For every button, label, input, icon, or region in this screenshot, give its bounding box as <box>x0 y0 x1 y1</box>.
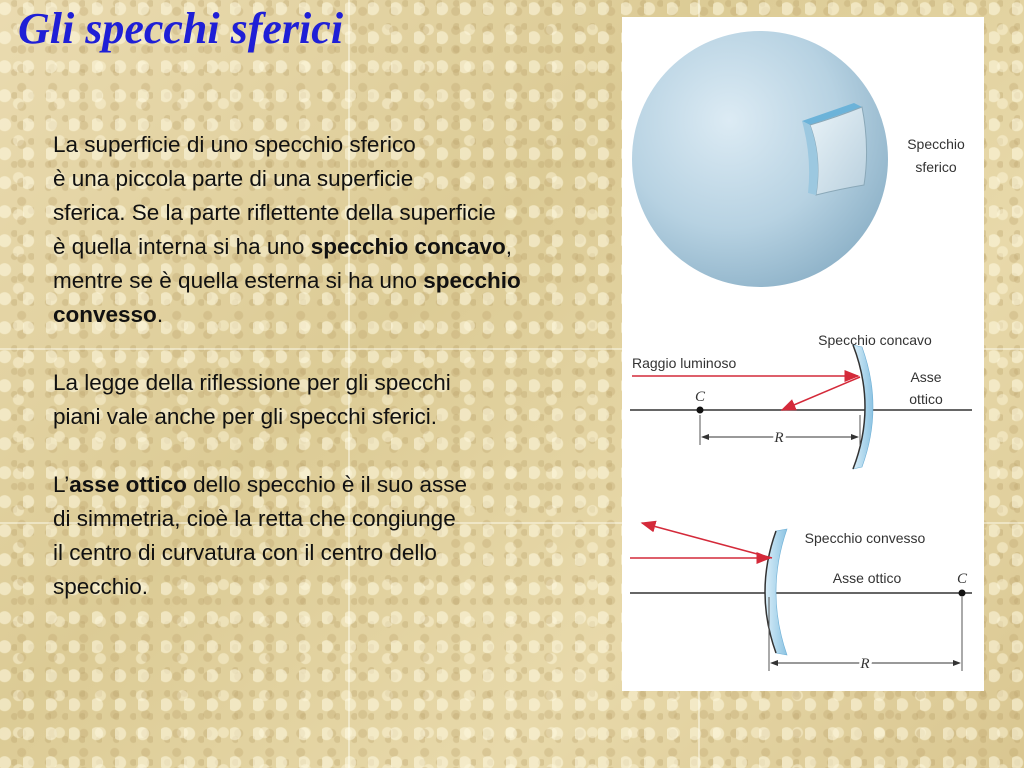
text-line: piani vale anche per gli specchi sferici. <box>53 404 437 429</box>
text-line: sferica. Se la parte riflettente della superficie <box>53 200 496 225</box>
ray-label: Raggio luminoso <box>632 355 737 371</box>
concave-mirror-title: Specchio concavo <box>818 332 932 348</box>
paragraph-mirror-definition <box>53 128 653 332</box>
term-optical-axis: asse ottico <box>69 472 187 497</box>
center-label-concave: C <box>694 389 706 405</box>
punctuation: , <box>505 234 513 259</box>
reflected-ray <box>782 377 860 410</box>
slide-body <box>53 128 653 638</box>
text-line: è una piccola parte di una superficie <box>53 166 414 191</box>
text-line: mentre se è quella esterna si ha uno <box>53 268 424 293</box>
radius-label-convex: R <box>860 656 870 672</box>
center-of-curvature-point <box>697 407 704 414</box>
convex-mirror-title: Specchio convesso <box>804 530 926 546</box>
text-line: La legge della riflessione per gli specchi <box>53 370 451 395</box>
term-convex-mirror-part1: specchio <box>423 268 521 293</box>
slide-title: Gli specchi sferici <box>18 4 344 53</box>
axis-label-convex: Asse ottico <box>832 570 902 586</box>
center-label-convex: C <box>956 571 968 587</box>
text-line: è quella interna si ha uno <box>53 234 311 259</box>
center-of-curvature-point-convex <box>959 590 966 597</box>
reflected-ray-convex <box>642 523 772 558</box>
concave-mirror-shape <box>853 345 873 469</box>
mirror-diagram-figure <box>622 17 984 691</box>
text-line: L’ <box>53 472 70 497</box>
mirror-diagram-svg <box>622 17 984 691</box>
sphere-label-line2: sferico <box>915 159 957 175</box>
punctuation: . <box>156 302 164 327</box>
axis-label-line2: ottico <box>909 391 943 407</box>
radius-label-concave: R <box>774 430 784 446</box>
text-line: dello specchio è il suo asse <box>186 472 467 497</box>
text-line: di simmetria, cioè la retta che congiunge <box>53 506 456 531</box>
text-line: La superficie di uno specchio sferico <box>53 132 416 157</box>
axis-label-line1: Asse <box>910 369 942 385</box>
text-line: il centro di curvatura con il centro dello <box>53 540 437 565</box>
term-concave-mirror: specchio concavo <box>310 234 506 259</box>
text-line: specchio. <box>53 574 149 599</box>
convex-mirror-shape <box>765 529 787 655</box>
sphere-label-line1: Specchio <box>907 136 965 152</box>
paragraph-reflection-law <box>53 366 653 434</box>
term-convex-mirror-part2: convesso <box>53 302 157 327</box>
paragraph-optical-axis <box>53 468 653 604</box>
